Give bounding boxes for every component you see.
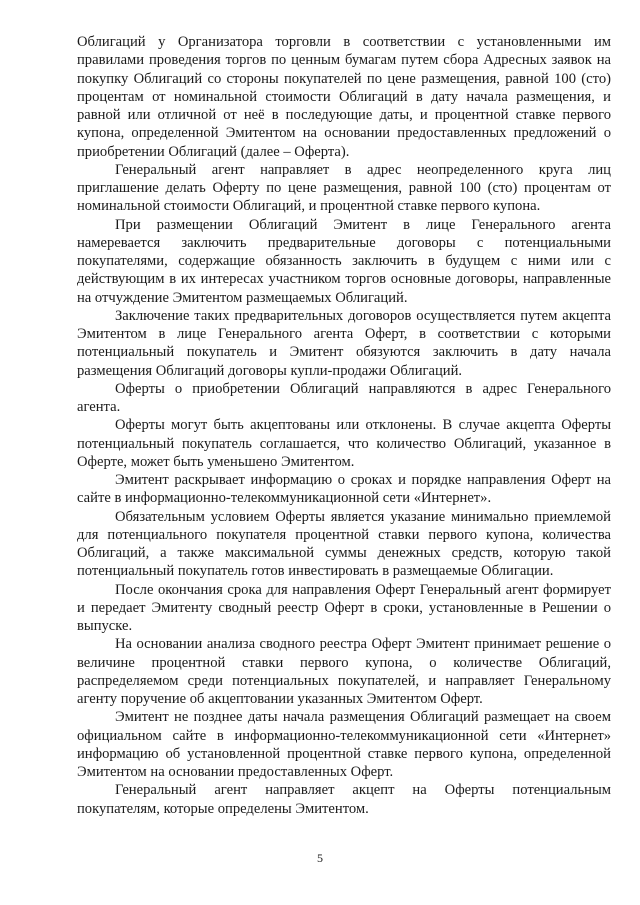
paragraph: Обязательным условием Оферты является указание минимально приемлемой для потенциального покупателя процентной ставки первого купона, количества Облигаций, а также максимальной суммы денежных средств, которую такой потенциальный покупатель готов инвестировать в размещаемые Облигации. [77,508,611,580]
paragraph: На основании анализа сводного реестра Оферт Эмитент принимает решение о величине процентной ставки первого купона, о количестве Облигаций, распределяемом среди потенциальных покупателей, и направляет Генеральному агенту поручение об акцептовании указанных Эмитентом Оферт. [77,636,611,707]
paragraph: Заключение таких предварительных договоров осуществляется путем акцепта Эмитентом в лице Генерального агента Оферт, в соответствии с которыми потенциальный покупатель и Эмитент обязуются заключить в дату начала размещения Облигаций договоры купли-продажи Облигаций. [77,307,611,379]
paragraph-continuation: Облигаций у Организатора торговли в соответствии с установленными им правилами проведения торгов по ценным бумагам путем сбора Адресных заявок на покупку Облигаций со стороны покупателей по цене размещения, равной 100 (сто) процентам от номинальной стоимости Облигаций в дату начала размещения, и равной или отличной от неё в последующие даты, и процентной ставке первого купона, определенной Эмитентом на основании предоставленных предложений о приобретении Облигаций (далее – Оферта). [77,34,611,160]
document-body [77,33,611,818]
paragraph: Оферты о приобретении Облигаций направляются в адрес Генерального агента. [77,380,611,415]
paragraph: Генеральный агент направляет в адрес неопределенного круга лиц приглашение делать Оферту по цене размещения, равной 100 (сто) процентам от номинальной стоимости Облигаций, и процентной ставке первого купона. [77,161,611,215]
paragraph: Оферты могут быть акцептованы или отклонены. В случае акцепта Оферты потенциальный покупатель соглашается, что количество Облигаций, указанное в Оферте, может быть уменьшено Эмитентом. [77,417,611,470]
paragraph: Эмитент не позднее даты начала размещения Облигаций размещает на своем официальном сайте в информационно-телекоммуникационной сети «Интернет» информацию об установленной процентной ставке первого купона, определенной Эмитентом на основании предоставленных Оферт. [77,709,611,780]
page-number: 5 [317,851,323,865]
paragraph: После окончания срока для направления Оферт Генеральный агент формирует и передает Эмитенту сводный реестр Оферт в сроки, установленные в Решении о выпуске. [77,581,611,634]
paragraph: Эмитент раскрывает информацию о сроках и порядке направления Оферт на сайте в информационно-телекоммуникационной сети «Интернет». [77,472,611,507]
paragraph: При размещении Облигаций Эмитент в лице Генерального агента намеревается заключить предварительные договоры с потенциальными покупателями, содержащие обязанность заключить в будущем с ними или с действующим в их интересах участником торгов основные договоры, направленные на отчуждение Эмитентом размещаемых Облигаций. [77,216,611,306]
paragraph: Генеральный агент направляет акцепт на Оферты потенциальным покупателям, которые определены Эмитентом. [77,782,611,817]
